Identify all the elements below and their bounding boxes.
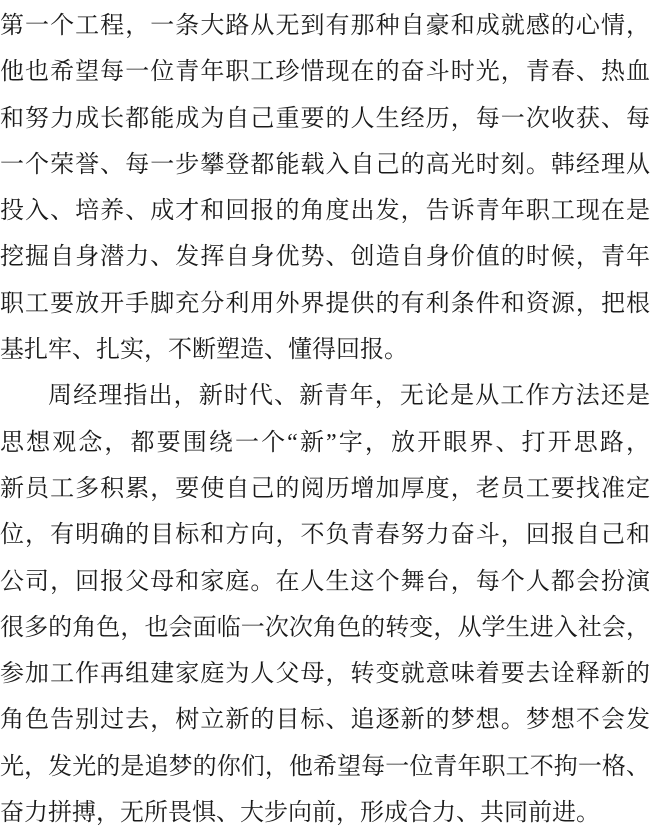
text-line: 奋力拼搏，无所畏惧、大步向前，形成合力、共同前进。 <box>0 800 600 827</box>
text-line: 光，发光的是追梦的你们，他希望每一位青年职工不拘一格、 <box>0 753 650 780</box>
text-line: 新员工多积累，要使自己的阅历增加厚度，老员工要找准定 <box>0 475 650 502</box>
text-line: 位，有明确的目标和方向，不负青春努力奋斗，回报自己和 <box>0 522 650 549</box>
text-line: 和努力成长都能成为自己重要的人生经历，每一次收获、每 <box>0 105 650 132</box>
text-line: 思想观念，都要围绕一个“新”字，放开眼界、打开思路， <box>0 429 650 456</box>
text-line: 角色告别过去，树立新的目标、追逐新的梦想。梦想不会发 <box>0 707 650 734</box>
text-line: 一个荣誉、每一步攀登都能载入自己的高光时刻。韩经理从 <box>0 151 650 178</box>
text-line: 他也希望每一位青年职工珍惜现在的奋斗时光，青春、热血 <box>0 59 650 86</box>
text-line: 第一个工程，一条大路从无到有那种自豪和成就感的心情， <box>0 13 650 39</box>
text-line: 参加工作再组建家庭为人父母，转变就意味着要去诠释新的 <box>0 661 650 688</box>
text-line: 投入、培养、成才和回报的角度出发，告诉青年职工现在是 <box>0 198 650 225</box>
text-line: 周经理指出，新时代、新青年，无论是从工作方法还是 <box>48 383 650 410</box>
text-line: 职工要放开手脚充分利用外界提供的有利条件和资源，把根 <box>0 290 650 317</box>
text-line: 公司，回报父母和家庭。在人生这个舞台，每个人都会扮演 <box>0 568 650 595</box>
text-line: 很多的角色，也会面临一次次角色的转变，从学生进入社会， <box>0 614 650 641</box>
text-line: 挖掘自身潜力、发挥自身优势、创造自身价值的时候，青年 <box>0 244 650 271</box>
paragraph-1 <box>0 3 650 373</box>
text-line: 基扎牢、扎实，不断塑造、懂得回报。 <box>0 337 408 364</box>
paragraph-2 <box>0 373 650 836</box>
